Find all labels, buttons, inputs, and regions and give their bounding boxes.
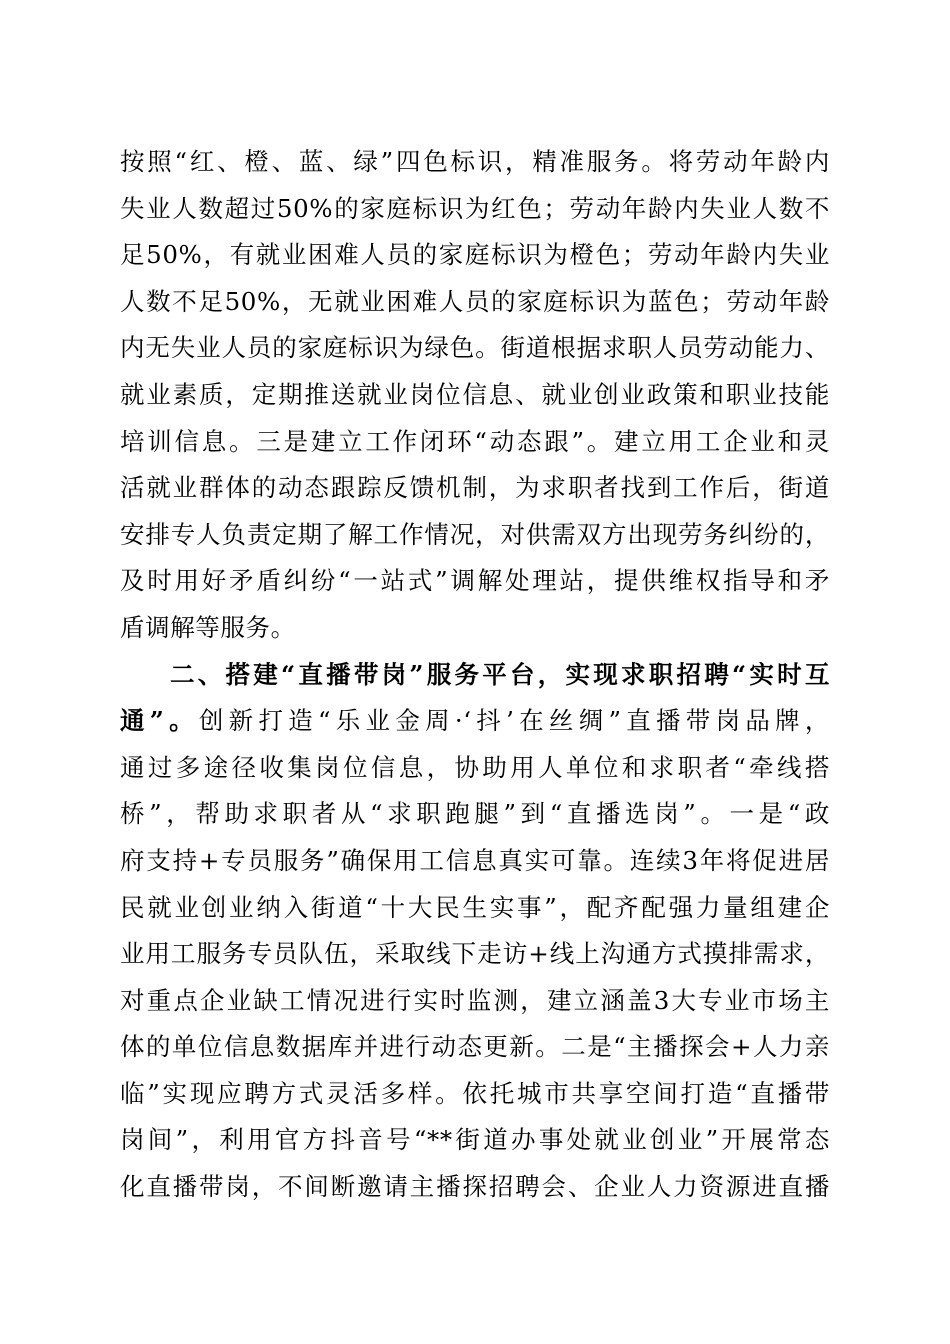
section-heading-end: 通”。: [120, 706, 199, 736]
text-line: 按照“红、橙、蓝、绿”四色标识，精准服务。将劳动年龄内: [120, 147, 830, 176]
paragraph-four-color-marking: [120, 139, 830, 652]
text-line-rest: 创新打造“乐业金周·‘抖’在丝绸”直播带岗品牌，: [198, 706, 830, 736]
document-body: [120, 139, 830, 1211]
text-line: 民就业创业纳入街道“十大民生实事”，配齐配强力量组建企: [120, 892, 830, 922]
text-line: 人数不足50%，无就业困难人员的家庭标识为蓝色；劳动年龄: [120, 286, 830, 316]
text-line: 活就业群体的动态跟踪反馈机制，为求职者找到工作后，街道: [120, 473, 830, 503]
text-line: 足50%，有就业困难人员的家庭标识为橙色；劳动年龄内失业: [120, 240, 830, 270]
text-line: 通过多途径收集岗位信息，协助用人单位和求职者“牵线搭: [120, 752, 830, 782]
text-line: 业用工服务专员队伍，采取线下走访+线上沟通方式摸排需求，: [120, 939, 830, 969]
text-line: 临”实现应聘方式灵活多样。依托城市共享空间打造“直播带: [120, 1078, 830, 1108]
text-line: 失业人数超过50%的家庭标识为红色；劳动年龄内失业人数不: [120, 193, 830, 223]
text-line: 体的单位信息数据库并进行动态更新。二是“主播探会+人力亲: [120, 1032, 830, 1062]
text-line: 就业素质，定期推送就业岗位信息、就业创业政策和职业技能: [120, 379, 830, 409]
paragraph-section-two: [120, 652, 830, 1211]
text-line: 府支持+专员服务”确保用工信息真实可靠。连续3年将促进居: [120, 845, 830, 875]
text-line: 化直播带岗，不间断邀请主播探招聘会、企业人力资源进直播: [120, 1172, 830, 1202]
text-line: 对重点企业缺工情况进行实时监测，建立涵盖3大专业市场主: [120, 985, 830, 1015]
section-heading: 二、搭建“直播带岗”服务平台，实现求职招聘“实时互: [170, 659, 830, 689]
text-line: 岗间”，利用官方抖音号“**街道办事处就业创业”开展常态: [120, 1125, 830, 1155]
text-line: 安排专人负责定期了解工作情况，对供需双方出现劳务纠纷的，: [120, 519, 830, 549]
text-line: 内无失业人员的家庭标识为绿色。街道根据求职人员劳动能力、: [120, 333, 830, 363]
text-line: 培训信息。三是建立工作闭环“动态跟”。建立用工企业和灵: [120, 426, 830, 456]
text-line: 及时用好矛盾纠纷“一站式”调解处理站，提供维权指导和矛: [120, 566, 830, 596]
text-line: [120, 698, 830, 745]
text-line: 桥”，帮助求职者从“求职跑腿”到“直播选岗”。一是“政: [120, 799, 830, 829]
text-line: 盾调解等服务。: [120, 612, 296, 642]
